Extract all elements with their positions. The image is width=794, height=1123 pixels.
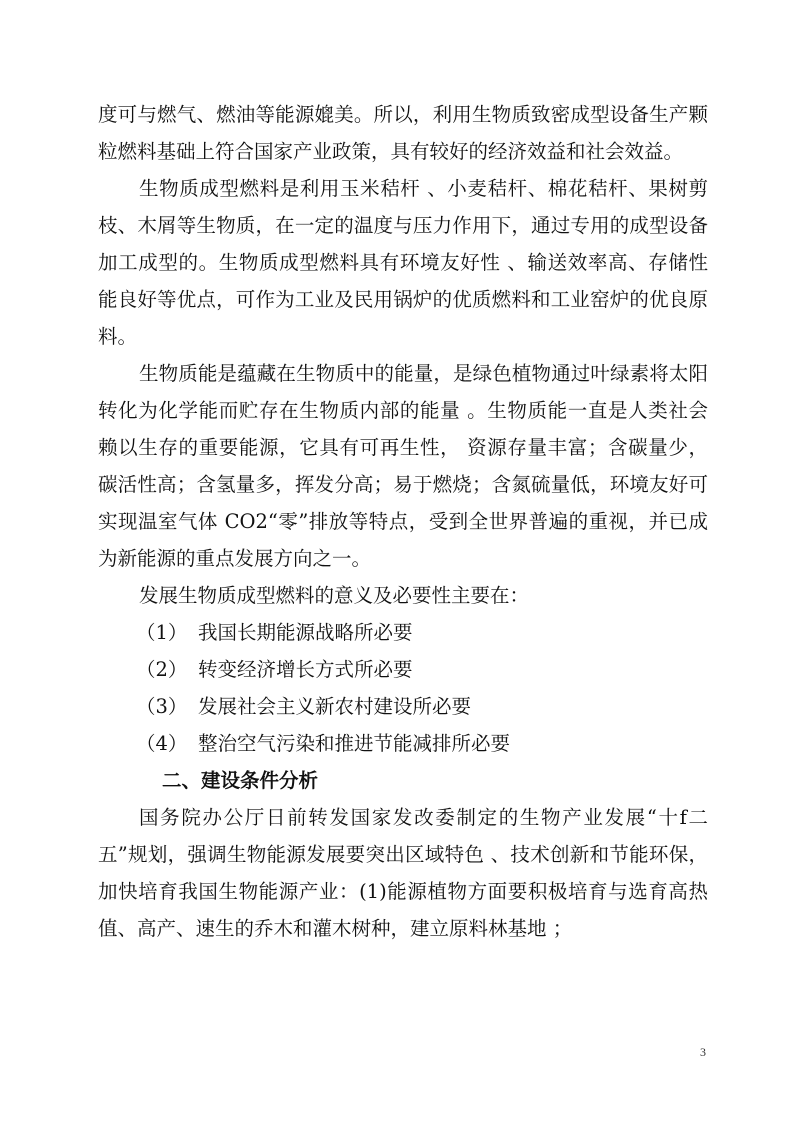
list-item-number: （4） [136, 732, 188, 755]
list-item-number: （1） [136, 621, 188, 644]
list-item-text: 整治空气污染和推进节能减排所必要 [198, 732, 511, 755]
list-item [98, 651, 708, 688]
paragraph-policy: 国务院办公厅日前转发国家发改委制定的生物产业发展“十f二五”规划，强调生物能源发展要突出区域特色 、技术创新和节能环保，加快培育我国生物能源产业：(1)能源植物方面要积极培育与选育高热值、高产、速生的乔木和灌木树种，建立原料林基地 ； [98, 806, 708, 940]
list-item [98, 614, 708, 651]
section-heading: 二、建设条件分析 [162, 769, 319, 792]
list-item-text: 发展社会主义新农村建设所必要 [198, 695, 472, 718]
list-item-number: （3） [136, 695, 188, 718]
body-text [98, 96, 708, 947]
page-number: 3 [700, 1045, 706, 1059]
paragraph-biomass-energy: 生物质能是蕴藏在生物质中的能量，是绿色植物通过叶绿素将太阳转化为化学能而贮存在生物质内部的能量 。生物质能一直是人类社会赖以生存的重要能源，它具有可再生性， 资源存量丰富；含碳量少，碳活性高；含氢量多，挥发分高；易于燃烧；含氮硫量低，环境友好可实现温室气体 CO2“零”排放等特点，受到全世界普遍的重视，并已成为新能源的重点发展方向之一。 [98, 362, 708, 570]
list-item [98, 725, 708, 762]
paragraph-intro-continuation: 度可与燃气、燃油等能源媲美。所以，利用生物质致密成型设备生产颗粒燃料基础上符合国家产业政策，具有较好的经济效益和社会效益。 [98, 103, 708, 163]
paragraph-significance-intro: 发展生物质成型燃料的意义及必要性主要在： [139, 584, 530, 607]
list-item-number: （2） [136, 658, 188, 681]
list-item-text: 我国长期能源战略所必要 [198, 621, 413, 644]
paragraph-briquette-fuel: 生物质成型燃料是利用玉米秸杆 、小麦秸杆、棉花秸杆、果树剪枝、木屑等生物质，在一定的温度与压力作用下，通过专用的成型设备加工成型的。生物质成型燃料具有环境友好性 、输送效率高、存储性能良好等优点，可作为工业及民用锅炉的优质燃料和工业窑炉的优良原料。 [98, 177, 708, 348]
list-item [98, 688, 708, 725]
necessity-list [98, 614, 708, 762]
list-item-text: 转变经济增长方式所必要 [198, 658, 413, 681]
